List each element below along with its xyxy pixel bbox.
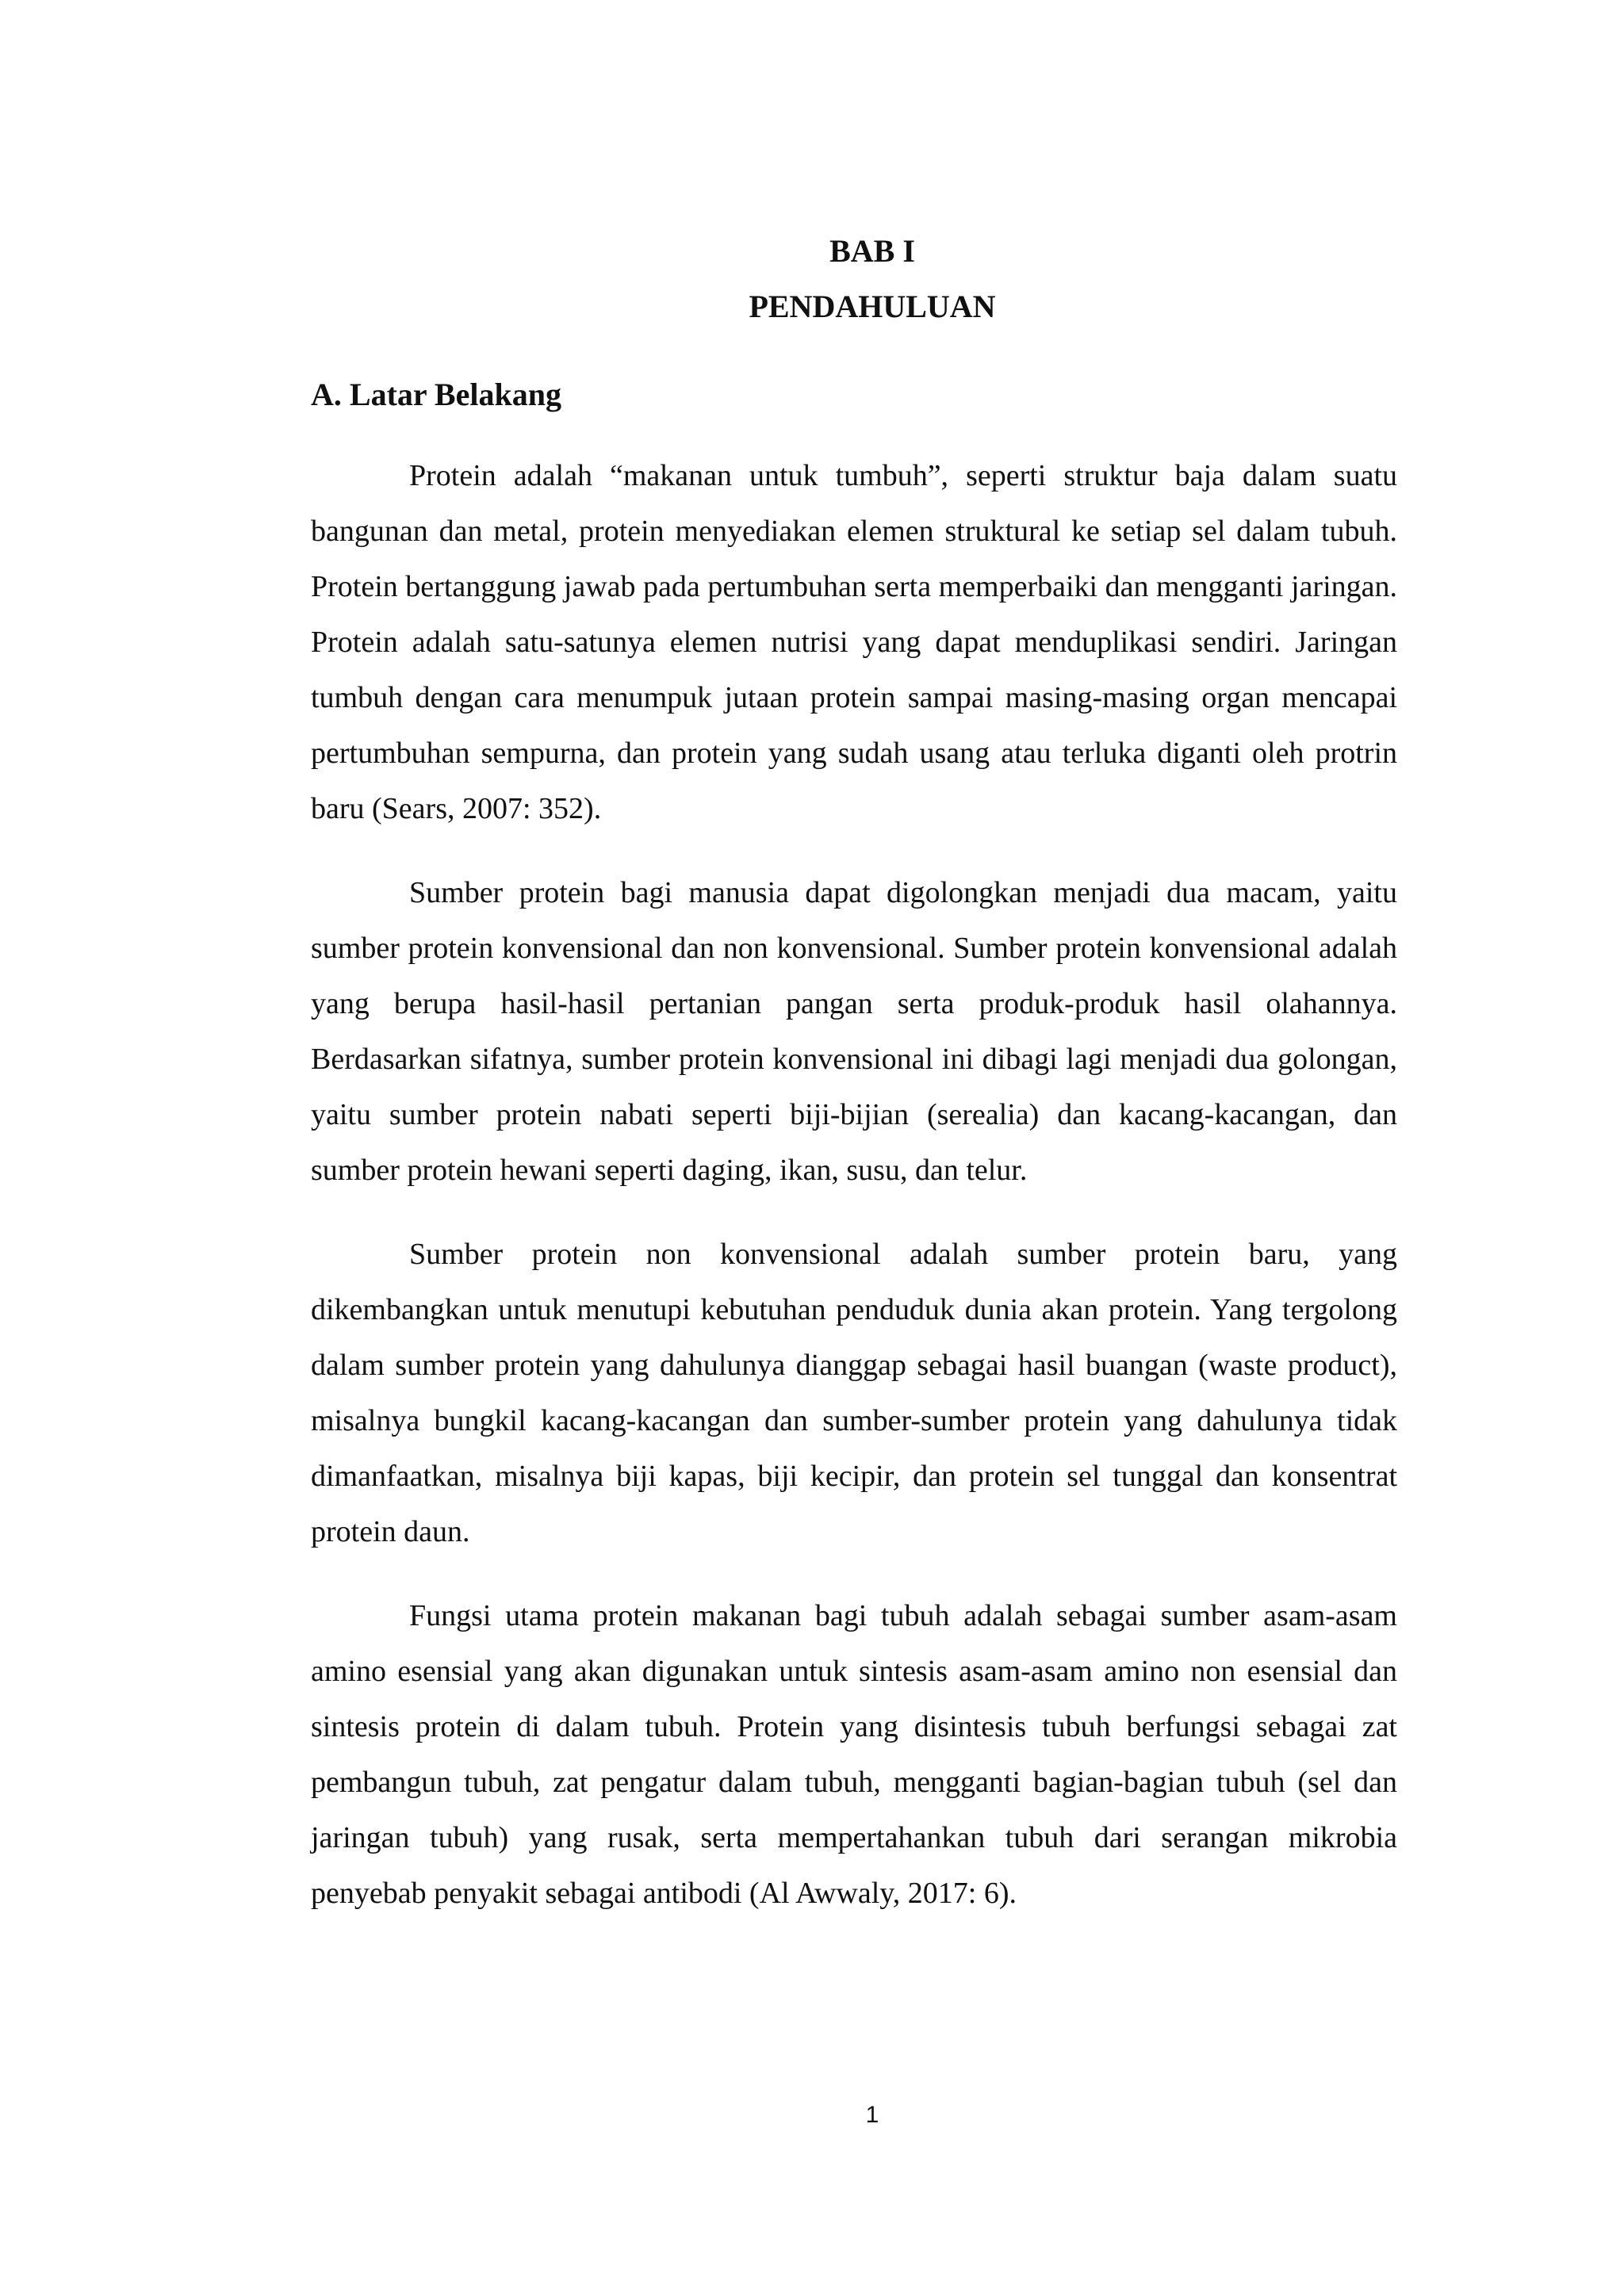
body-text [311, 448, 1397, 1950]
chapter-title: PENDAHULUAN [749, 289, 996, 324]
section-heading: A. Latar Belakang [311, 377, 561, 412]
paragraph: Protein adalah “makanan untuk tumbuh”, seperti struktur baja dalam suatu bangunan dan metal, protein menyediakan elemen struktural ke setiap sel dalam tubuh. Protein bertanggung jawab pada pertumbuhan serta memperbaiki dan mengganti jaringan. Protein adalah satu-satunya elemen nutrisi yang dapat menduplikasi sendiri. Jaringan tumbuh dengan cara menumpuk jutaan protein sampai masing-masing organ mencapai pertumbuhan sempurna, dan protein yang sudah usang atau terluka diganti oleh protrin baru (Sears, 2007: 352). [311, 459, 1397, 825]
chapter-number: BAB I [829, 233, 915, 269]
paragraph: Fungsi utama protein makanan bagi tubuh adalah sebagai sumber asam-asam amino esensial yang akan digunakan untuk sintesis asam-asam amino non esensial dan sintesis protein di dalam tubuh. Protein yang disintesis tubuh berfungsi sebagai zat pembangun tubuh, zat pengatur dalam tubuh, mengganti bagian-bagian tubuh (sel dan jaringan tubuh) yang rusak, serta mempertahankan tubuh dari serangan mikrobia penyebab penyakit sebagai antibodi (Al Awwaly, 2017: 6). [311, 1599, 1397, 1910]
paragraph: Sumber protein bagi manusia dapat digolongkan menjadi dua macam, yaitu sumber protein konvensional dan non konvensional. Sumber protein konvensional adalah yang berupa hasil-hasil pertanian pangan serta produk-produk hasil olahannya. Berdasarkan sifatnya, sumber protein konvensional ini dibagi lagi menjadi dua golongan, yaitu sumber protein nabati seperti biji-bijian (serealia) dan kacang-kacangan, dan sumber protein hewani seperti daging, ikan, susu, dan telur. [311, 876, 1397, 1187]
page-number: 1 [865, 2102, 879, 2128]
paragraph: Sumber protein non konvensional adalah sumber protein baru, yang dikembangkan untuk menutupi kebutuhan penduduk dunia akan protein. Yang tergolong dalam sumber protein yang dahulunya dianggap sebagai hasil buangan (waste product), misalnya bungkil kacang-kacangan dan sumber-sumber protein yang dahulunya tidak dimanfaatkan, misalnya biji kapas, biji kecipir, dan protein sel tunggal dan konsentrat protein daun. [311, 1238, 1397, 1548]
